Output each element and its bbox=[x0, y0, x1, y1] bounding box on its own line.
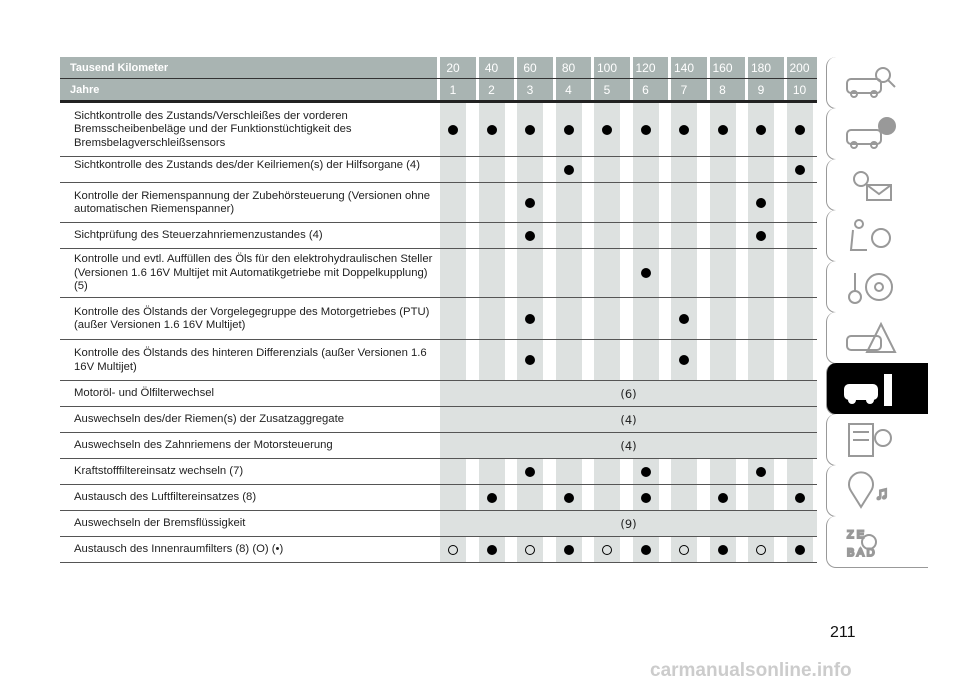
table-row bbox=[60, 298, 817, 340]
row-label: Kontrolle und evtl. Auffüllen des Öls für den elektrohydraulischen Steller (Versionen 1.6 16V Multijet mit Automatikgetriebe mit Doppelkupplung) (5) bbox=[74, 253, 433, 293]
table-row bbox=[60, 183, 817, 223]
interval-cell bbox=[440, 537, 466, 562]
filled-dot-icon bbox=[487, 545, 497, 555]
header-km-cell: 160 bbox=[707, 57, 736, 78]
interval-cell bbox=[787, 537, 813, 562]
chapter-tab-seat-airbag[interactable] bbox=[826, 210, 928, 262]
header-years-cell: 10 bbox=[784, 79, 813, 100]
header-km-cell: 140 bbox=[668, 57, 697, 78]
interval-cell bbox=[748, 298, 774, 339]
filled-dot-icon bbox=[448, 125, 458, 135]
table-row bbox=[60, 407, 817, 433]
filled-dot-icon bbox=[564, 493, 574, 503]
interval-cell bbox=[748, 103, 774, 156]
interval-cell bbox=[748, 485, 774, 510]
interval-cell bbox=[594, 157, 620, 182]
interval-cell bbox=[748, 249, 774, 297]
header-km-cell: 100 bbox=[591, 57, 620, 78]
interval-cell bbox=[517, 183, 543, 222]
interval-cell bbox=[594, 223, 620, 248]
row-label: Austausch des Luftfiltereinsatzes (8) bbox=[74, 491, 257, 504]
interval-note: (4) bbox=[440, 433, 817, 458]
interval-cell bbox=[594, 459, 620, 484]
chapter-sidebar bbox=[826, 57, 928, 567]
header-km-cell: 60 bbox=[514, 57, 543, 78]
filled-dot-icon bbox=[641, 467, 651, 477]
page-number: 211 bbox=[830, 624, 856, 641]
row-label: Auswechseln des Zahnriemens der Motorsteuerung bbox=[74, 439, 333, 452]
light-mail-icon bbox=[841, 165, 901, 205]
interval-cell bbox=[748, 157, 774, 182]
interval-cell bbox=[787, 103, 813, 156]
interval-cell bbox=[710, 340, 736, 380]
interval-cell bbox=[440, 183, 466, 222]
chapter-tab-key-steering[interactable] bbox=[826, 261, 928, 313]
interval-cell bbox=[633, 485, 659, 510]
filled-dot-icon bbox=[525, 355, 535, 365]
interval-cell bbox=[556, 249, 582, 297]
row-label: Sichtprüfung des Steuerzahnriemenzustandes (4) bbox=[74, 229, 323, 242]
svg-text:B A D: B A D bbox=[847, 546, 875, 559]
car-wrench-icon bbox=[841, 369, 901, 409]
row-label: Auswechseln des/der Riemen(s) der Zusatzaggregate bbox=[74, 413, 345, 426]
row-label: Motoröl- und Ölfilterwechsel bbox=[74, 387, 215, 400]
interval-cell bbox=[479, 298, 505, 339]
table-row bbox=[60, 103, 817, 157]
watermark: carmanualsonline.info bbox=[650, 660, 852, 681]
interval-cell bbox=[710, 223, 736, 248]
interval-cell bbox=[633, 537, 659, 562]
interval-cell bbox=[556, 157, 582, 182]
open-circle-icon bbox=[602, 545, 612, 555]
interval-cell bbox=[594, 103, 620, 156]
interval-cell bbox=[517, 485, 543, 510]
interval-cell bbox=[517, 157, 543, 182]
filled-dot-icon bbox=[795, 545, 805, 555]
interval-cell bbox=[556, 340, 582, 380]
filled-dot-icon bbox=[564, 125, 574, 135]
interval-cell bbox=[556, 298, 582, 339]
interval-cell bbox=[479, 340, 505, 380]
table-row bbox=[60, 340, 817, 381]
interval-cell bbox=[440, 223, 466, 248]
interval-cell bbox=[594, 340, 620, 380]
filled-dot-icon bbox=[602, 125, 612, 135]
interval-note: (6) bbox=[440, 381, 817, 406]
interval-cell bbox=[556, 537, 582, 562]
row-label: Kontrolle der Riemenspannung der Zubehörsteuerung (Versionen ohne automatischen Riemenspanner) bbox=[74, 189, 431, 215]
interval-cell bbox=[748, 183, 774, 222]
header-km-cell: 40 bbox=[476, 57, 505, 78]
key-steering-icon bbox=[841, 267, 901, 307]
chapter-tab-location-music[interactable] bbox=[826, 465, 928, 517]
interval-cell bbox=[479, 459, 505, 484]
chapter-tab-car-wrench[interactable] bbox=[826, 363, 928, 415]
interval-cell bbox=[556, 183, 582, 222]
interval-cell bbox=[710, 298, 736, 339]
interval-cell bbox=[671, 223, 697, 248]
header-years-cell: 1 bbox=[437, 79, 466, 100]
chapter-tab-list-gear[interactable] bbox=[826, 414, 928, 466]
interval-cell bbox=[671, 157, 697, 182]
interval-cell bbox=[517, 249, 543, 297]
interval-cell bbox=[710, 537, 736, 562]
table-row bbox=[60, 249, 817, 298]
interval-cell bbox=[710, 459, 736, 484]
interval-cell bbox=[748, 340, 774, 380]
interval-cell bbox=[440, 340, 466, 380]
list-gear-icon bbox=[841, 420, 901, 460]
interval-cell bbox=[556, 223, 582, 248]
filled-dot-icon bbox=[756, 231, 766, 241]
interval-cell bbox=[594, 249, 620, 297]
header-km-cell: 20 bbox=[437, 57, 466, 78]
chapter-tab-car-search[interactable] bbox=[826, 57, 928, 109]
interval-cell bbox=[633, 459, 659, 484]
header-km-row bbox=[60, 57, 817, 79]
table-row bbox=[60, 485, 817, 511]
interval-cell bbox=[517, 537, 543, 562]
interval-cell bbox=[787, 249, 813, 297]
location-music-icon bbox=[841, 471, 901, 511]
km-label: Tausend Kilometer bbox=[70, 62, 169, 74]
interval-cell bbox=[671, 459, 697, 484]
interval-cell bbox=[787, 223, 813, 248]
interval-cell bbox=[517, 223, 543, 248]
interval-cell bbox=[671, 183, 697, 222]
header-km-cell: 80 bbox=[553, 57, 582, 78]
interval-cell bbox=[787, 459, 813, 484]
row-label: Austausch des Innenraumfilters (8) (O) (•) bbox=[74, 543, 284, 556]
filled-dot-icon bbox=[641, 268, 651, 278]
interval-cell bbox=[633, 103, 659, 156]
filled-dot-icon bbox=[718, 545, 728, 555]
header-km-cell: 120 bbox=[630, 57, 659, 78]
interval-cell bbox=[479, 223, 505, 248]
interval-cell bbox=[633, 223, 659, 248]
header-years-cell: 7 bbox=[668, 79, 697, 100]
interval-cell bbox=[671, 537, 697, 562]
seat-airbag-icon bbox=[841, 216, 901, 256]
interval-cell bbox=[748, 459, 774, 484]
chapter-tab-light-mail[interactable] bbox=[826, 159, 928, 211]
filled-dot-icon bbox=[641, 545, 651, 555]
filled-dot-icon bbox=[525, 198, 535, 208]
filled-dot-icon bbox=[679, 125, 689, 135]
filled-dot-icon bbox=[679, 314, 689, 324]
filled-dot-icon bbox=[679, 355, 689, 365]
interval-cell bbox=[710, 103, 736, 156]
table-row bbox=[60, 433, 817, 459]
filled-dot-icon bbox=[795, 165, 805, 175]
filled-dot-icon bbox=[756, 467, 766, 477]
row-label: Kraftstofffiltereinsatz wechseln (7) bbox=[74, 465, 244, 478]
header-years-cell: 9 bbox=[745, 79, 774, 100]
interval-cell bbox=[479, 537, 505, 562]
maintenance-table bbox=[60, 57, 817, 563]
car-warning-icon bbox=[841, 318, 901, 358]
interval-cell bbox=[633, 157, 659, 182]
header-years-cell: 5 bbox=[591, 79, 620, 100]
table-row bbox=[60, 381, 817, 407]
row-label: Kontrolle des Ölstands der Vorgelegegruppe des Motorgetriebes (PTU) (außer Versionen 1.6 16V Multijet) bbox=[74, 305, 430, 331]
interval-cell bbox=[748, 537, 774, 562]
interval-cell bbox=[440, 103, 466, 156]
row-label: Auswechseln der Bremsflüssigkeit bbox=[74, 517, 246, 530]
interval-cell bbox=[594, 183, 620, 222]
interval-cell bbox=[787, 340, 813, 380]
interval-cell bbox=[517, 103, 543, 156]
interval-cell bbox=[517, 459, 543, 484]
interval-cell bbox=[440, 298, 466, 339]
filled-dot-icon bbox=[718, 125, 728, 135]
interval-cell bbox=[710, 485, 736, 510]
interval-cell bbox=[517, 340, 543, 380]
alphabet-search-icon bbox=[841, 522, 901, 562]
interval-cell bbox=[633, 340, 659, 380]
open-circle-icon bbox=[525, 545, 535, 555]
svg-text:♫: ♫ bbox=[875, 482, 889, 503]
interval-cell bbox=[479, 103, 505, 156]
interval-cell bbox=[671, 485, 697, 510]
filled-dot-icon bbox=[718, 493, 728, 503]
filled-dot-icon bbox=[487, 493, 497, 503]
interval-cell bbox=[671, 340, 697, 380]
interval-cell bbox=[633, 183, 659, 222]
header-years-cell: 4 bbox=[553, 79, 582, 100]
filled-dot-icon bbox=[525, 314, 535, 324]
filled-dot-icon bbox=[795, 125, 805, 135]
header-km-cell: 200 bbox=[784, 57, 813, 78]
interval-cell bbox=[440, 249, 466, 297]
open-circle-icon bbox=[679, 545, 689, 555]
table-row bbox=[60, 459, 817, 485]
interval-cell bbox=[787, 157, 813, 182]
interval-cell bbox=[479, 249, 505, 297]
interval-cell bbox=[479, 485, 505, 510]
interval-cell bbox=[671, 249, 697, 297]
interval-note: (4) bbox=[440, 407, 817, 432]
filled-dot-icon bbox=[641, 493, 651, 503]
filled-dot-icon bbox=[487, 125, 497, 135]
interval-cell bbox=[479, 183, 505, 222]
open-circle-icon bbox=[756, 545, 766, 555]
row-label: Sichtkontrolle des Zustands/Verschleißes der vorderen Bremsscheibenbeläge und der Funktionstüchtigkeit des Bremsbelagverschleißsensors bbox=[74, 109, 352, 149]
interval-cell bbox=[787, 298, 813, 339]
interval-cell bbox=[594, 537, 620, 562]
filled-dot-icon bbox=[795, 493, 805, 503]
table-row bbox=[60, 537, 817, 563]
table-row bbox=[60, 157, 817, 183]
interval-cell bbox=[710, 183, 736, 222]
car-info-icon bbox=[841, 114, 901, 154]
interval-cell bbox=[787, 485, 813, 510]
table-row bbox=[60, 511, 817, 537]
chapter-tab-car-warning[interactable] bbox=[826, 312, 928, 364]
filled-dot-icon bbox=[641, 125, 651, 135]
header-years-cell: 3 bbox=[514, 79, 543, 100]
interval-note: (9) bbox=[440, 511, 817, 536]
table-row bbox=[60, 223, 817, 249]
interval-cell bbox=[748, 223, 774, 248]
header-years-cell: 6 bbox=[630, 79, 659, 100]
interval-cell bbox=[594, 298, 620, 339]
interval-cell bbox=[556, 485, 582, 510]
chapter-tab-alphabet-search[interactable] bbox=[826, 516, 928, 568]
chapter-tab-car-info[interactable] bbox=[826, 108, 928, 160]
interval-cell bbox=[633, 298, 659, 339]
interval-cell bbox=[710, 157, 736, 182]
interval-cell bbox=[556, 103, 582, 156]
filled-dot-icon bbox=[756, 198, 766, 208]
interval-cell bbox=[671, 103, 697, 156]
interval-cell bbox=[594, 485, 620, 510]
filled-dot-icon bbox=[525, 231, 535, 241]
interval-cell bbox=[479, 157, 505, 182]
interval-cell bbox=[440, 459, 466, 484]
filled-dot-icon bbox=[564, 545, 574, 555]
filled-dot-icon bbox=[525, 467, 535, 477]
header-years-row bbox=[60, 79, 817, 103]
years-label: Jahre bbox=[70, 84, 100, 96]
interval-cell bbox=[556, 459, 582, 484]
interval-cell bbox=[787, 183, 813, 222]
car-search-icon bbox=[841, 63, 901, 103]
header-km-cell: 180 bbox=[745, 57, 774, 78]
interval-cell bbox=[633, 249, 659, 297]
interval-cell bbox=[440, 157, 466, 182]
svg-text:Z E: Z E bbox=[847, 528, 865, 541]
row-label: Kontrolle des Ölstands des hinteren Differenzials (außer Versionen 1.6 16V Multijet) bbox=[74, 347, 427, 373]
interval-cell bbox=[517, 298, 543, 339]
interval-cell bbox=[710, 249, 736, 297]
interval-cell bbox=[440, 485, 466, 510]
row-label: Sichtkontrolle des Zustands des/der Keilriemen(s) der Hilfsorgane (4) bbox=[74, 159, 420, 171]
filled-dot-icon bbox=[756, 125, 766, 135]
filled-dot-icon bbox=[564, 165, 574, 175]
header-years-cell: 2 bbox=[476, 79, 505, 100]
open-circle-icon bbox=[448, 545, 458, 555]
filled-dot-icon bbox=[525, 125, 535, 135]
header-years-cell: 8 bbox=[707, 79, 736, 100]
interval-cell bbox=[671, 298, 697, 339]
